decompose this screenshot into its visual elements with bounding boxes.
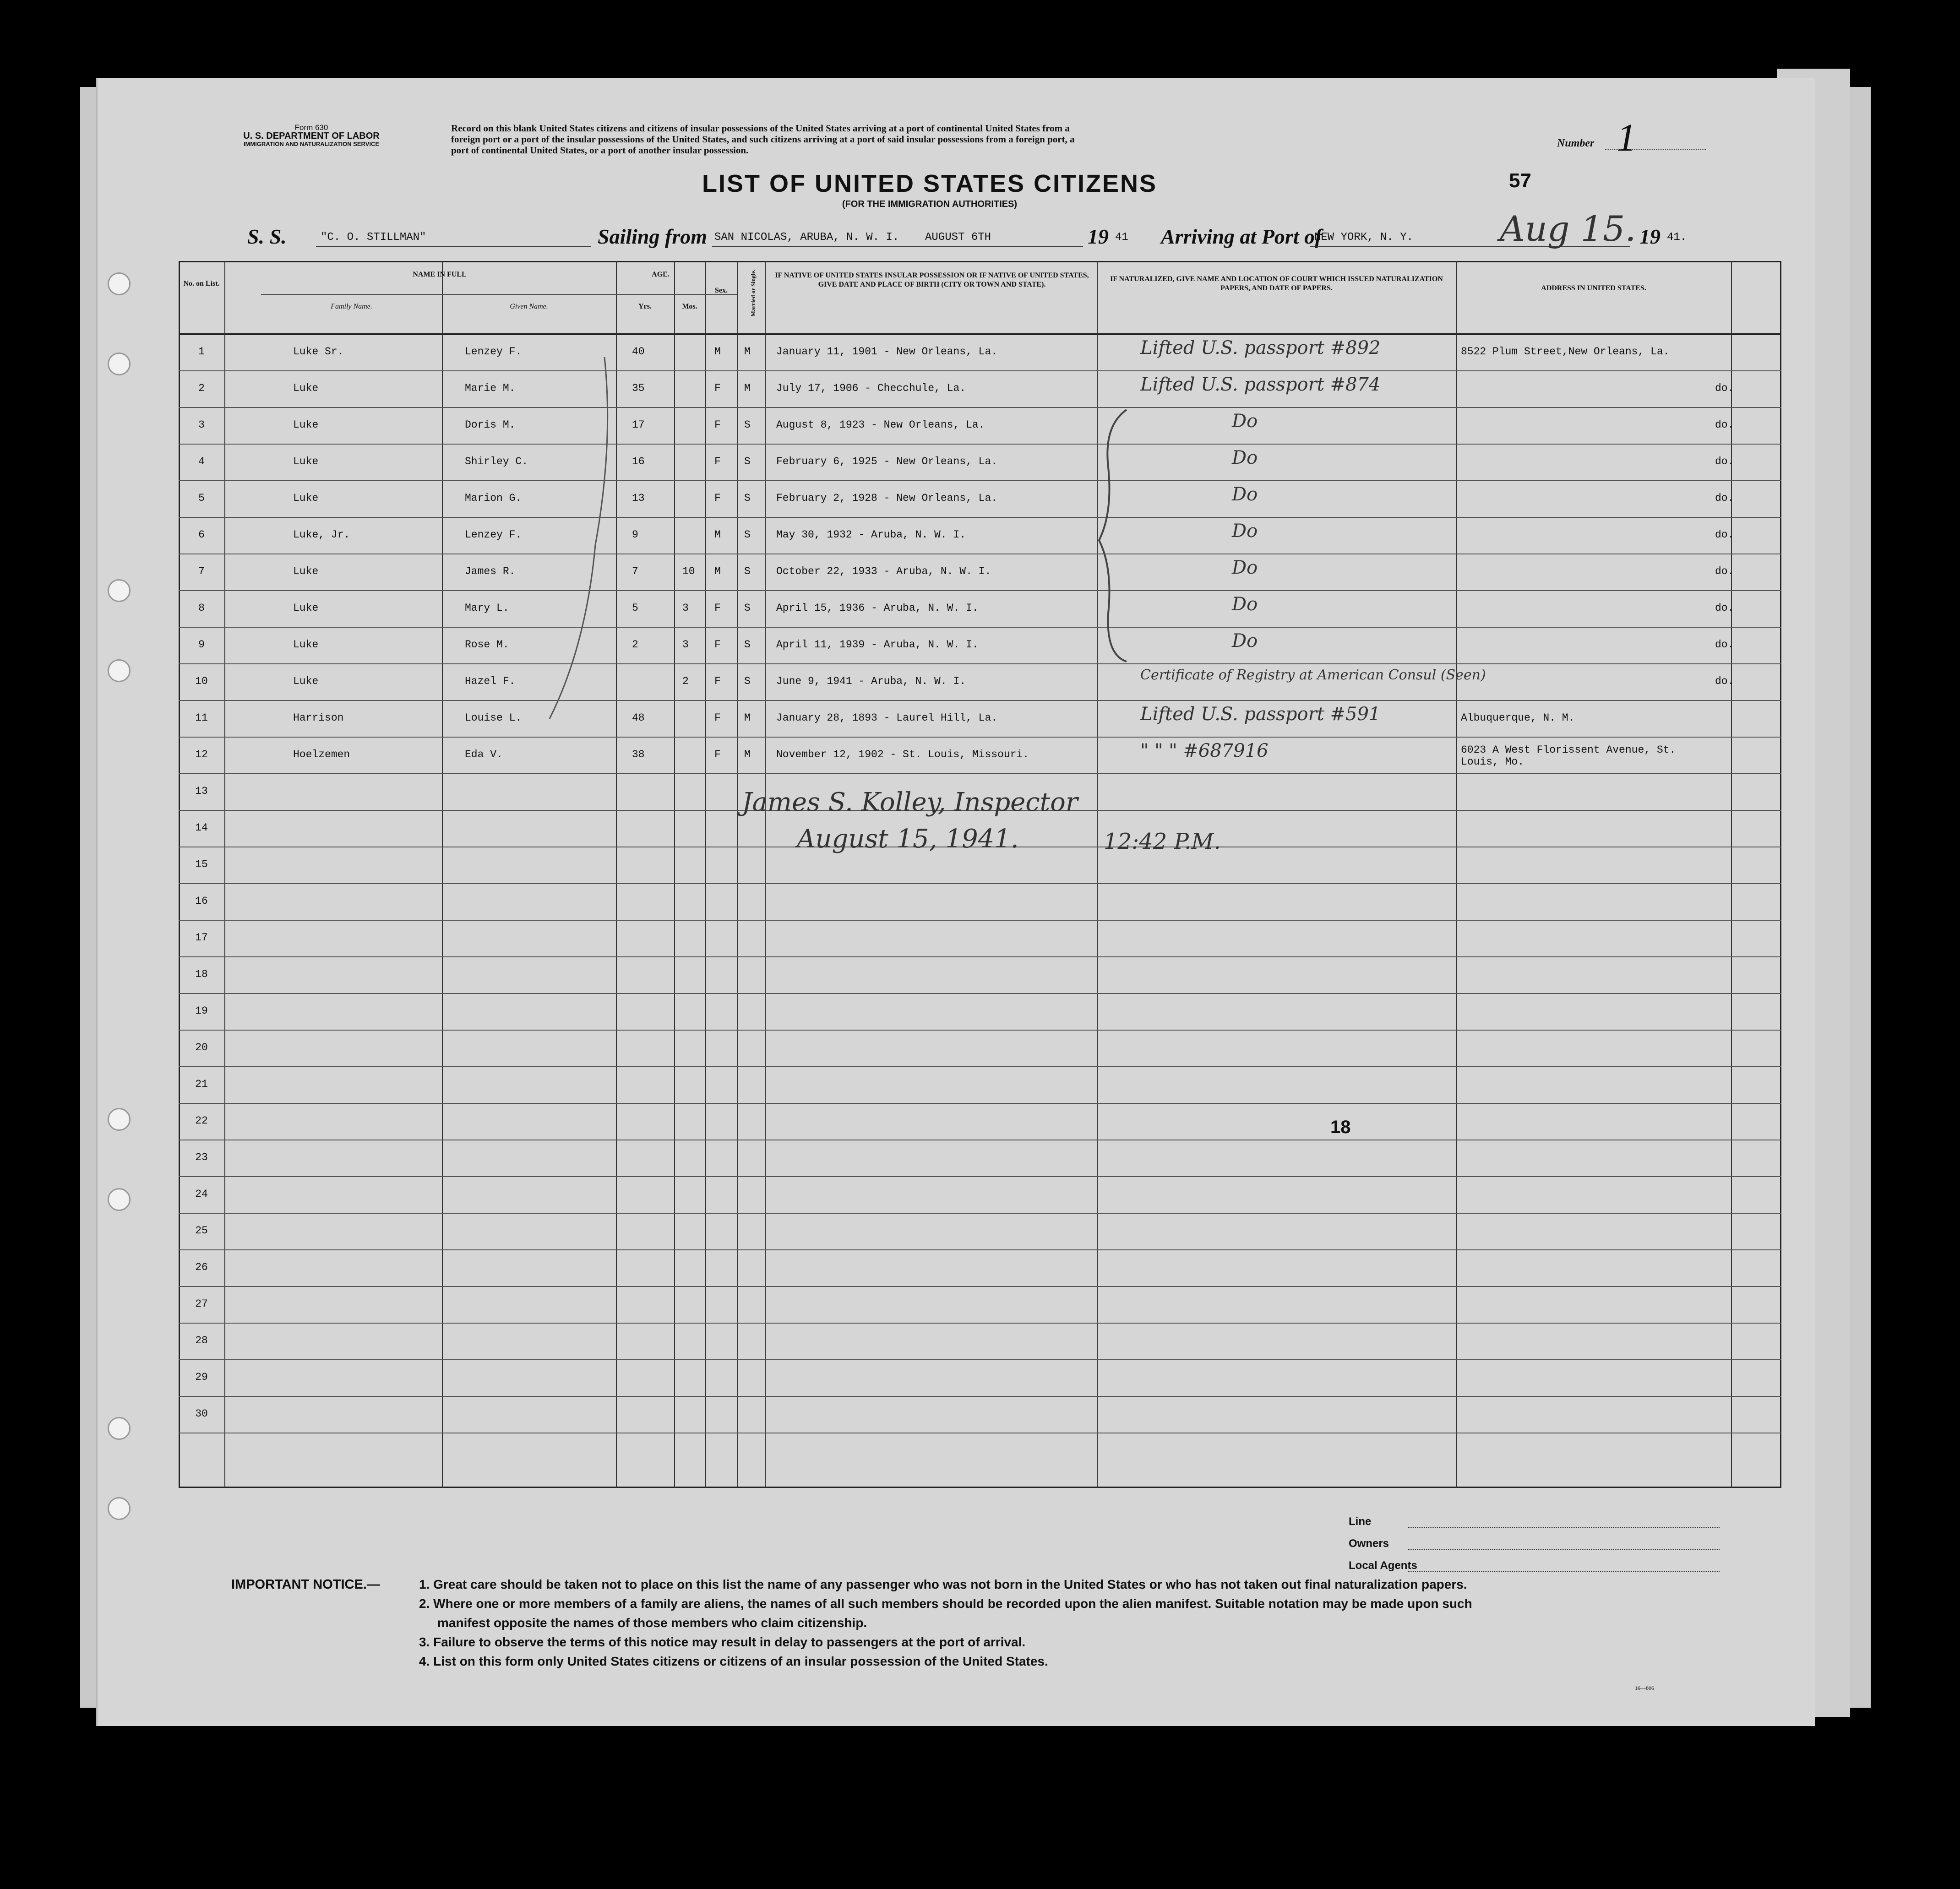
sex: M [714,565,721,577]
sex: M [714,346,721,358]
age-years: 48 [632,712,645,724]
family-name: Luke [293,602,319,614]
family-name: Luke [293,456,319,467]
sex: F [714,712,721,724]
given-name: Hazel F. [465,675,516,687]
given-name: Mary L. [465,602,509,614]
address: Albuquerque, N. M. [1461,712,1575,724]
list-number: 1 [1617,115,1636,159]
given-name: Lenzey F. [465,346,522,358]
binder-hole [108,272,131,295]
given-name: James R. [465,565,516,577]
row-number: 6 [198,529,205,541]
service-name: IMMIGRATION AND NATURALIZATION SERVICE [243,141,380,147]
birth-info: April 11, 1939 - Aruba, N. W. I. [776,639,979,651]
record-line: port of continental United States, or a port of another insular possession. [451,145,749,156]
family-name: Luke [293,565,319,577]
marital-status: M [744,346,751,358]
naturalization-papers: Lifted U.S. passport #892 [1140,337,1381,358]
given-name: Doris M. [465,419,516,431]
ss-label: S. S. [247,225,287,248]
row-rule [179,1286,1781,1287]
marital-status: M [744,712,751,724]
address: do. [1715,529,1734,541]
age-months: 3 [682,639,689,651]
row-rule [179,1103,1781,1104]
birth-info: June 9, 1941 - Aruba, N. W. I. [776,675,966,687]
given-name: Louise L. [465,712,522,724]
row-rule [179,956,1781,957]
family-name: Luke [293,492,319,504]
department-name: U. S. DEPARTMENT OF LABOR [243,131,380,141]
age-years: 7 [632,565,638,577]
family-name: Luke [293,675,319,687]
col-header-given: Given Name. [510,303,548,310]
birth-info: August 8, 1923 - New Orleans, La. [776,419,985,431]
form-code: 16—806 [1635,1685,1654,1691]
family-name: Luke [293,419,319,431]
sex: F [714,749,721,760]
age-years: 16 [632,456,645,467]
given-name: Eda V. [465,749,503,760]
family-name: Harrison [293,712,344,724]
address: do. [1715,456,1734,467]
row-number: 16 [195,895,208,907]
row-number: 5 [198,492,205,504]
col-header-no: No. on List. [183,280,220,288]
age-years: 35 [632,382,645,394]
naturalization-papers: Do [1232,521,1258,542]
row-rule [179,590,1781,591]
binder-hole [108,1417,131,1440]
family-name: Luke, Jr. [293,529,350,541]
naturalization-papers: Do [1232,447,1258,468]
marital-status: S [744,565,751,577]
age-years: 13 [632,492,645,504]
row-number: 10 [195,675,208,687]
col-header-birth: IF NATIVE OF UNITED STATES INSULAR POSSESSION OR IF NATIVE OF UNITED STATES, GIVE DATE AND PLACE OF BIRTH (CITY OR TOWN AND STATE). [775,271,1089,288]
row-rule [179,1396,1781,1397]
agents-label: Local Agents [1349,1559,1417,1572]
inspector-date: August 15, 1941. [797,824,1019,854]
arrival-year-prefix: 19 [1639,225,1661,248]
header-subrule [261,294,737,295]
row-number: 17 [195,932,208,944]
row-number: 11 [195,712,208,724]
row-rule [179,700,1781,701]
address: do. [1715,639,1734,651]
family-name: Luke [293,639,319,651]
marital-status: S [744,492,751,504]
naturalization-papers: Do [1232,630,1258,651]
given-name: Marion G. [465,492,522,504]
age-months: 10 [682,565,695,577]
sex: F [714,419,721,431]
address: do. [1715,675,1734,687]
birth-info: May 30, 1932 - Aruba, N. W. I. [776,529,966,541]
row-number: 9 [198,639,205,651]
row-rule [179,1176,1781,1177]
brace-mark [1094,407,1131,664]
col-header-name: NAME IN FULL [413,271,467,278]
address: do. [1715,565,1734,577]
naturalization-papers: Certificate of Registry at American Consul (Seen) [1140,667,1486,683]
row-number: 26 [195,1261,208,1273]
row-number: 7 [198,565,205,577]
row-rule [179,444,1781,445]
row-rule [179,883,1781,884]
column-rule [1456,261,1457,1488]
column-rule [442,261,443,1488]
row-number: 28 [195,1335,208,1346]
citizens-table [179,261,1781,1488]
column-rule [705,261,706,1488]
row-rule [179,663,1781,664]
row-rule [179,1249,1781,1250]
naturalization-papers: Lifted U.S. passport #591 [1140,704,1381,725]
row-number: 23 [195,1151,208,1163]
row-number: 8 [198,602,205,614]
row-rule [179,1213,1781,1214]
marital-status: S [744,419,751,431]
col-header-naturalized: IF NATURALIZED, GIVE NAME AND LOCATION OF COURT WHICH ISSUED NATURALIZATION PAPERS, AND DATE OF PAPERS. [1110,275,1443,292]
row-rule [179,370,1781,371]
family-name: Luke Sr. [293,346,344,358]
row-rule [179,517,1781,518]
notice-item: 1. Great care should be taken not to place on this list the name of any passenger who was not born in the United States or who has not taken out final naturalization papers. [419,1577,1467,1591]
binder-hole [108,659,131,682]
family-name: Luke [293,382,319,394]
ship-underline [316,246,591,247]
page-subtitle: (FOR THE IMMIGRATION AUTHORITIES) [842,199,1018,209]
row-rule [179,737,1781,738]
notice-item: 2. Where one or more members of a family are aliens, the names of all such members should be recorded upon the alien manifest. Suitable notation may be made upon such [419,1596,1472,1611]
column-rule [224,261,225,1488]
col-header-address: ADDRESS IN UNITED STATES. [1541,284,1646,292]
marital-status: M [744,382,751,394]
row-number: 3 [198,419,205,431]
given-name: Shirley C. [465,456,528,467]
row-number: 30 [195,1408,208,1420]
row-number: 19 [195,1005,208,1017]
birth-info: October 22, 1933 - Aruba, N. W. I. [776,565,991,577]
stamp-number: 57 [1509,169,1531,192]
age-years: 2 [632,639,638,651]
binder-hole [108,1497,131,1520]
row-rule [179,1323,1781,1324]
binder-hole [108,353,131,375]
row-number: 15 [195,858,208,870]
row-number: 4 [198,456,205,467]
birth-info: November 12, 1902 - St. Louis, Missouri. [776,749,1029,760]
row-rule [179,627,1781,628]
sex: F [714,675,721,687]
row-number: 20 [195,1042,208,1053]
row-number: 27 [195,1298,208,1310]
naturalization-papers: Do [1232,557,1258,578]
sailing-port: SAN NICOLAS, ARUBA, N. W. I. [714,231,899,244]
family-name: Hoelzemen [293,749,350,760]
row-rule [179,773,1781,774]
binder-hole [108,579,131,602]
record-line: Record on this blank United States citizens and citizens of insular possessions of the United States arriving at a port of continental United States from a [451,123,1070,134]
record-line: foreign port or a port of the insular possessions of the United States, and such citizens arriving at a port of said insular possessions from a foreign port, a [451,134,1075,145]
notice-heading: IMPORTANT NOTICE.— [231,1577,380,1592]
sex: F [714,492,721,504]
col-header-married: Married or Single. [750,269,757,317]
header-rule [179,333,1781,335]
sex: F [714,602,721,614]
given-name: Marie M. [465,382,516,394]
birth-info: July 17, 1906 - Checchule, La. [776,382,966,394]
birth-info: April 15, 1936 - Aruba, N. W. I. [776,602,979,614]
form-heading [215,124,408,148]
notice-item: manifest opposite the names of those members who claim citizenship. [437,1616,867,1630]
notice-item: 3. Failure to observe the terms of this notice may result in delay to passengers at the port of arrival. [419,1635,1026,1649]
address: do. [1715,382,1734,394]
col-header-family: Family Name. [331,303,372,310]
sex: F [714,639,721,651]
page-title: LIST OF UNITED STATES CITIZENS [702,170,1157,197]
marital-status: S [744,675,751,687]
table-border [179,261,1781,1488]
age-years: 40 [632,346,645,358]
line-field[interactable] [1408,1527,1720,1528]
address: do. [1715,602,1734,614]
naturalization-papers: Do [1232,484,1258,505]
row-number: 12 [195,749,208,760]
arrival-port: NEW YORK, N. Y. [1314,231,1414,244]
form-number: Form 630 [294,123,328,132]
birth-info: February 6, 1925 - New Orleans, La. [776,456,998,467]
sailing-year-prefix: 19 [1088,225,1109,248]
column-rule [737,261,738,1488]
row-number: 2 [198,382,205,394]
age-years: 38 [632,749,645,760]
arrival-date: Aug 15. [1500,208,1636,249]
row-rule [179,993,1781,994]
given-name: Lenzey F. [465,529,522,541]
inspection-time: 12:42 P.M. [1104,829,1221,854]
record-instructions [451,123,1486,156]
row-number: 14 [195,822,208,834]
address: 8522 Plum Street,New Orleans, La. [1461,346,1670,358]
column-rule [1731,261,1732,1488]
column-rule [674,261,675,1488]
marital-status: S [744,602,751,614]
line-label: Line [1349,1515,1372,1528]
sailing-underline [712,246,1083,247]
age-months: 2 [682,675,689,687]
sheet-number: 18 [1330,1117,1351,1137]
marital-status: S [744,456,751,467]
agents-field[interactable] [1408,1571,1720,1572]
checkmarks [531,353,623,733]
naturalization-papers: Lifted U.S. passport #874 [1140,374,1381,395]
sailing-date: AUGUST 6TH [925,231,991,244]
row-number: 1 [198,346,205,358]
row-number: 29 [195,1371,208,1383]
owners-label: Owners [1349,1537,1389,1550]
row-rule [179,407,1781,408]
row-number: 18 [195,968,208,980]
given-name: Rose M. [465,639,509,651]
row-number: 21 [195,1078,208,1090]
arrival-year: 41. [1667,231,1687,244]
row-number: 25 [195,1225,208,1237]
sailing-label: Sailing from [598,225,708,248]
row-number: 13 [195,785,208,797]
naturalization-papers: Do [1232,411,1258,432]
binder-hole [108,1188,131,1211]
ship-name: "C. O. STILLMAN" [321,231,426,244]
row-number: 24 [195,1188,208,1200]
address: do. [1715,419,1734,431]
marital-status: M [744,749,751,760]
binder-hole [108,1108,131,1131]
naturalization-papers: Do [1232,594,1258,615]
address: do. [1715,492,1734,504]
marital-status: S [744,529,751,541]
col-header-age: AGE. [652,271,670,278]
sex: F [714,382,721,394]
age-years: 9 [632,529,638,541]
marital-status: S [744,639,751,651]
arriving-label: Arriving at Port of [1161,225,1322,248]
column-rule [765,261,766,1488]
age-months: 3 [682,602,689,614]
col-header-mos: Mos. [682,303,697,310]
row-rule [179,1359,1781,1360]
naturalization-papers: " " " #687916 [1140,740,1269,761]
row-number: 22 [195,1115,208,1127]
birth-info: February 2, 1928 - New Orleans, La. [776,492,998,504]
row-rule [179,920,1781,921]
col-header-sex: Sex. [715,287,728,294]
owners-field[interactable] [1408,1549,1720,1550]
sailing-year: 41 [1115,231,1128,244]
number-label: Number [1557,137,1595,149]
age-years: 17 [632,419,645,431]
row-rule [179,480,1781,481]
sex: F [714,456,721,467]
birth-info: January 28, 1893 - Laurel Hill, La. [776,712,998,724]
address: 6023 A West Florissent Avenue, St. Louis, Mo. [1461,744,1676,768]
birth-info: January 11, 1901 - New Orleans, La. [776,346,998,358]
row-rule [179,1066,1781,1067]
col-header-yrs: Yrs. [638,303,652,310]
age-years: 5 [632,602,638,614]
inspector-signature: James S. Kolley, Inspector [742,787,1078,817]
notice-item: 4. List on this form only United States citizens or citizens of an insular possession of the United States. [419,1654,1048,1668]
row-rule [179,1030,1781,1031]
sex: M [714,529,721,541]
